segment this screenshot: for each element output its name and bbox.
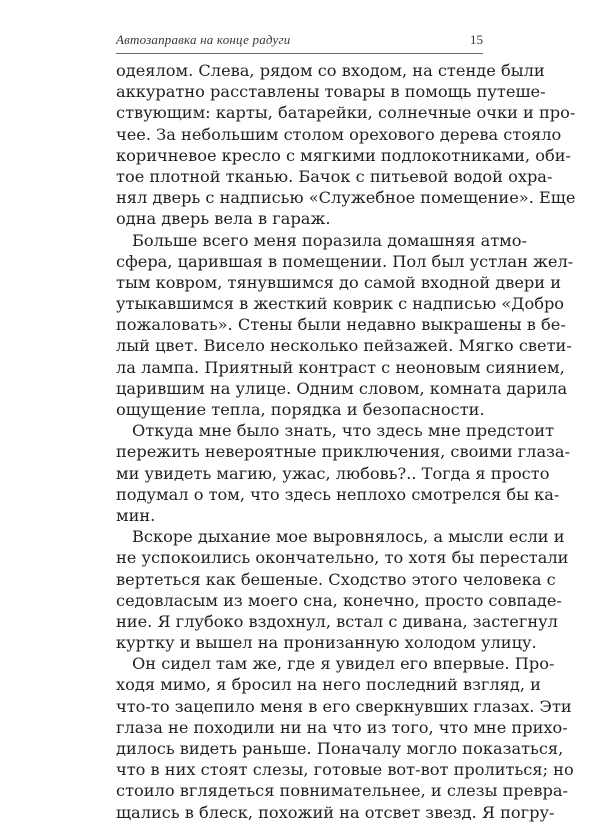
text-line: Вскоре дыхание мое выровнялось, а мысли если и xyxy=(132,527,565,547)
paragraph xyxy=(116,653,574,823)
text-line: подумал о том, что здесь неплохо смотрелся бы ка- xyxy=(116,484,560,504)
text-line: ствующим: карты, батарейки, солнечные очки и про- xyxy=(116,103,576,123)
text-line: ние. Я глубоко вздохнул, встал с дивана, застегнул xyxy=(116,611,558,631)
text-line: утыкавшимся в жесткий коврик с надписью «Добро xyxy=(116,294,565,314)
text-line: ощущение тепла, порядка и безопасности. xyxy=(116,400,485,419)
page-number: 15 xyxy=(470,32,483,47)
text-line: сфера, царившая в помещении. Пол был устлан жел- xyxy=(116,251,574,271)
text-line: не успокоились окончательно, то хотя бы перестали xyxy=(116,548,569,568)
text-line: пожаловать». Стены были недавно выкрашены в бе- xyxy=(116,315,566,335)
body-text xyxy=(116,60,576,823)
text-line: что в них стоят слезы, готовые вот-вот пролиться; но xyxy=(116,760,574,780)
text-line: Больше всего меня поразила домашняя атмо- xyxy=(132,230,527,250)
text-line: лый цвет. Висело несколько пейзажей. Мягко свети- xyxy=(116,336,572,356)
header-divider xyxy=(116,53,483,54)
text-line: куртку и вышел на пронизанную холодом улицу. xyxy=(116,633,537,653)
text-line: ходя мимо, я бросил на него последний взгляд, и xyxy=(116,675,541,695)
text-line: Он сидел там же, где я увидел его впервые. Про- xyxy=(132,654,555,674)
text-line: вертеться как бешеные. Сходство этого человека с xyxy=(116,569,556,589)
text-line: царившим на улице. Одним словом, комната дарила xyxy=(116,378,568,398)
text-line: щались в блеск, похожий на отсвет звезд. Я погру- xyxy=(116,802,555,822)
text-line: чее. За небольшим столом орехового дерева стояло xyxy=(116,124,562,144)
text-line: тым ковром, тянувшимся до самой входной двери и xyxy=(116,272,562,292)
text-line: мин. xyxy=(116,505,156,525)
text-line: тое плотной тканью. Бачок с питьевой водой охра- xyxy=(116,166,553,186)
text-line: что-то зацепило меня в его сверкнувших глазах. Эти xyxy=(116,696,572,716)
text-line: глаза не походили ни на что из того, что мне прихо- xyxy=(116,717,568,737)
paragraph xyxy=(116,420,571,526)
paragraph xyxy=(116,60,576,230)
text-line: ла лампа. Приятный контраст с неоновым сиянием, xyxy=(116,357,565,377)
text-line: Откуда мне было знать, что здесь мне предстоит xyxy=(132,421,555,441)
text-line: стоило вглядеться повнимательнее, и слезы превра- xyxy=(116,781,568,801)
text-line: одна дверь вела в гараж. xyxy=(116,209,331,229)
text-line: ми увидеть магию, ужас, любовь?.. Тогда я просто xyxy=(116,463,550,483)
running-header-title: Автозаправка на конце радуги xyxy=(116,32,291,47)
text-line: седовласым из моего сна, конечно, просто совпаде- xyxy=(116,590,562,610)
paragraph xyxy=(116,526,569,653)
paragraph xyxy=(116,230,574,421)
text-line: аккуратно расставлены товары в помощь путеше- xyxy=(116,82,546,102)
text-line: одеялом. Слева, рядом со входом, на стенде были xyxy=(116,61,545,80)
text-line: пережить невероятные приключения, своими глаза- xyxy=(116,442,571,462)
text-line: нял дверь с надписью «Служебное помещение». Еще xyxy=(116,188,576,208)
text-line: коричневое кресло с мягкими подлокотниками, оби- xyxy=(116,145,572,165)
text-line: дилось видеть раньше. Поначалу могло показаться, xyxy=(116,739,564,758)
